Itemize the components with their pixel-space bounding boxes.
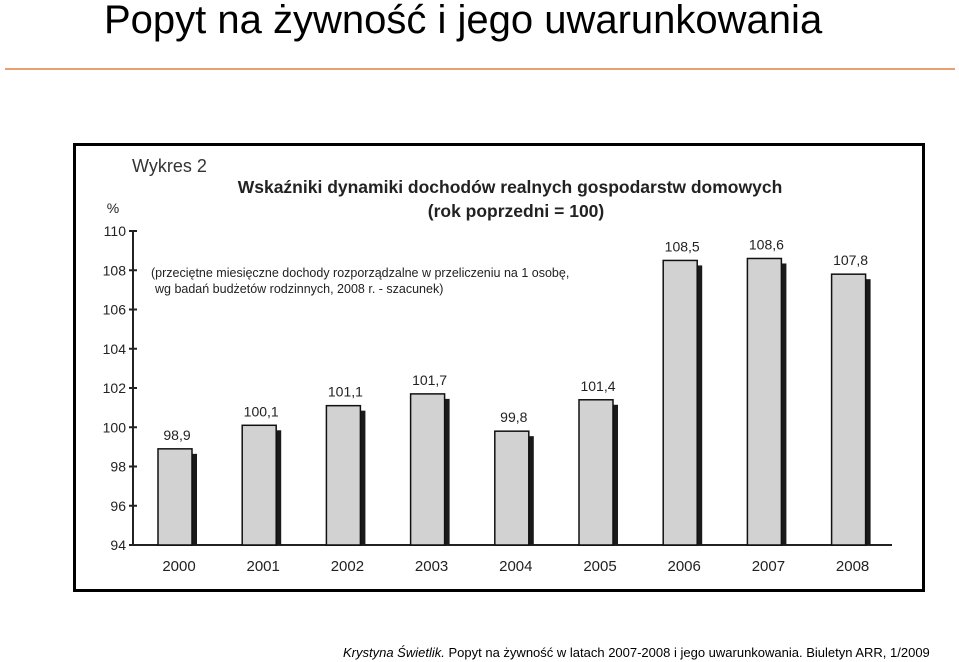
chart-note-line-1: (przeciętne miesięczne dochody rozporządzalne w przeliczeniu na 1 osobę,	[151, 266, 570, 280]
data-label: 101,1	[327, 383, 363, 400]
y-tick-group	[103, 223, 137, 553]
y-tick-label: 104	[102, 340, 126, 357]
bar	[242, 425, 276, 545]
x-tick-label: 2000	[162, 558, 196, 575]
data-label: 108,5	[664, 238, 700, 255]
data-label: 98,9	[163, 426, 191, 443]
bar-group	[158, 258, 871, 545]
bar	[832, 274, 866, 545]
bar	[579, 400, 613, 545]
x-tick-label: 2004	[499, 558, 533, 575]
chart-subtitle: (rok poprzedni = 100)	[427, 201, 605, 221]
data-label: 107,8	[833, 252, 869, 269]
bar	[663, 260, 697, 545]
y-tick-label: 102	[102, 380, 126, 396]
footer-source: Popyt na żywność w latach 2007-2008 i jego uwarunkowania. Biuletyn ARR, 1/2009	[448, 645, 930, 660]
y-tick-label: 98	[110, 458, 126, 475]
x-tick-label: 2001	[246, 558, 280, 575]
x-tick-label-group	[162, 558, 869, 575]
y-tick-label: 100	[102, 419, 126, 436]
y-tick-label: 94	[110, 537, 126, 553]
y-tick-label: 108	[102, 262, 126, 279]
data-label: 108,6	[748, 236, 784, 253]
footer-author: Krystyna Świetlik.	[343, 645, 445, 660]
y-axis-unit: %	[106, 200, 120, 216]
figure-label: Wykres 2	[132, 156, 207, 176]
data-label: 100,1	[243, 403, 279, 420]
bar	[326, 406, 360, 545]
y-tick-label: 106	[102, 301, 126, 318]
chart-note-line-2: wg badań budżetów rodzinnych, 2008 r. - szacunek)	[155, 282, 444, 296]
slide-title: Popyt na żywność i jego uwarunkowania	[104, 0, 823, 42]
x-tick-label: 2006	[667, 558, 701, 575]
x-tick-label: 2007	[751, 558, 786, 575]
bar	[495, 431, 529, 545]
bar	[411, 394, 445, 545]
bar	[747, 258, 781, 545]
data-label: 99,8	[500, 409, 528, 426]
y-tick-label: 110	[103, 223, 126, 239]
x-tick-label: 2008	[835, 558, 870, 575]
data-label: 101,7	[412, 371, 448, 388]
x-tick-label: 2005	[583, 558, 617, 575]
data-label: 101,4	[580, 377, 616, 394]
chart-title: Wskaźniki dynamiki dochodów realnych gospodarstw domowych	[237, 177, 783, 197]
x-tick-label: 2003	[414, 558, 449, 575]
bar	[158, 449, 192, 545]
footer-citation	[343, 645, 930, 661]
y-tick-label: 96	[110, 497, 126, 514]
x-tick-label: 2002	[330, 558, 365, 575]
